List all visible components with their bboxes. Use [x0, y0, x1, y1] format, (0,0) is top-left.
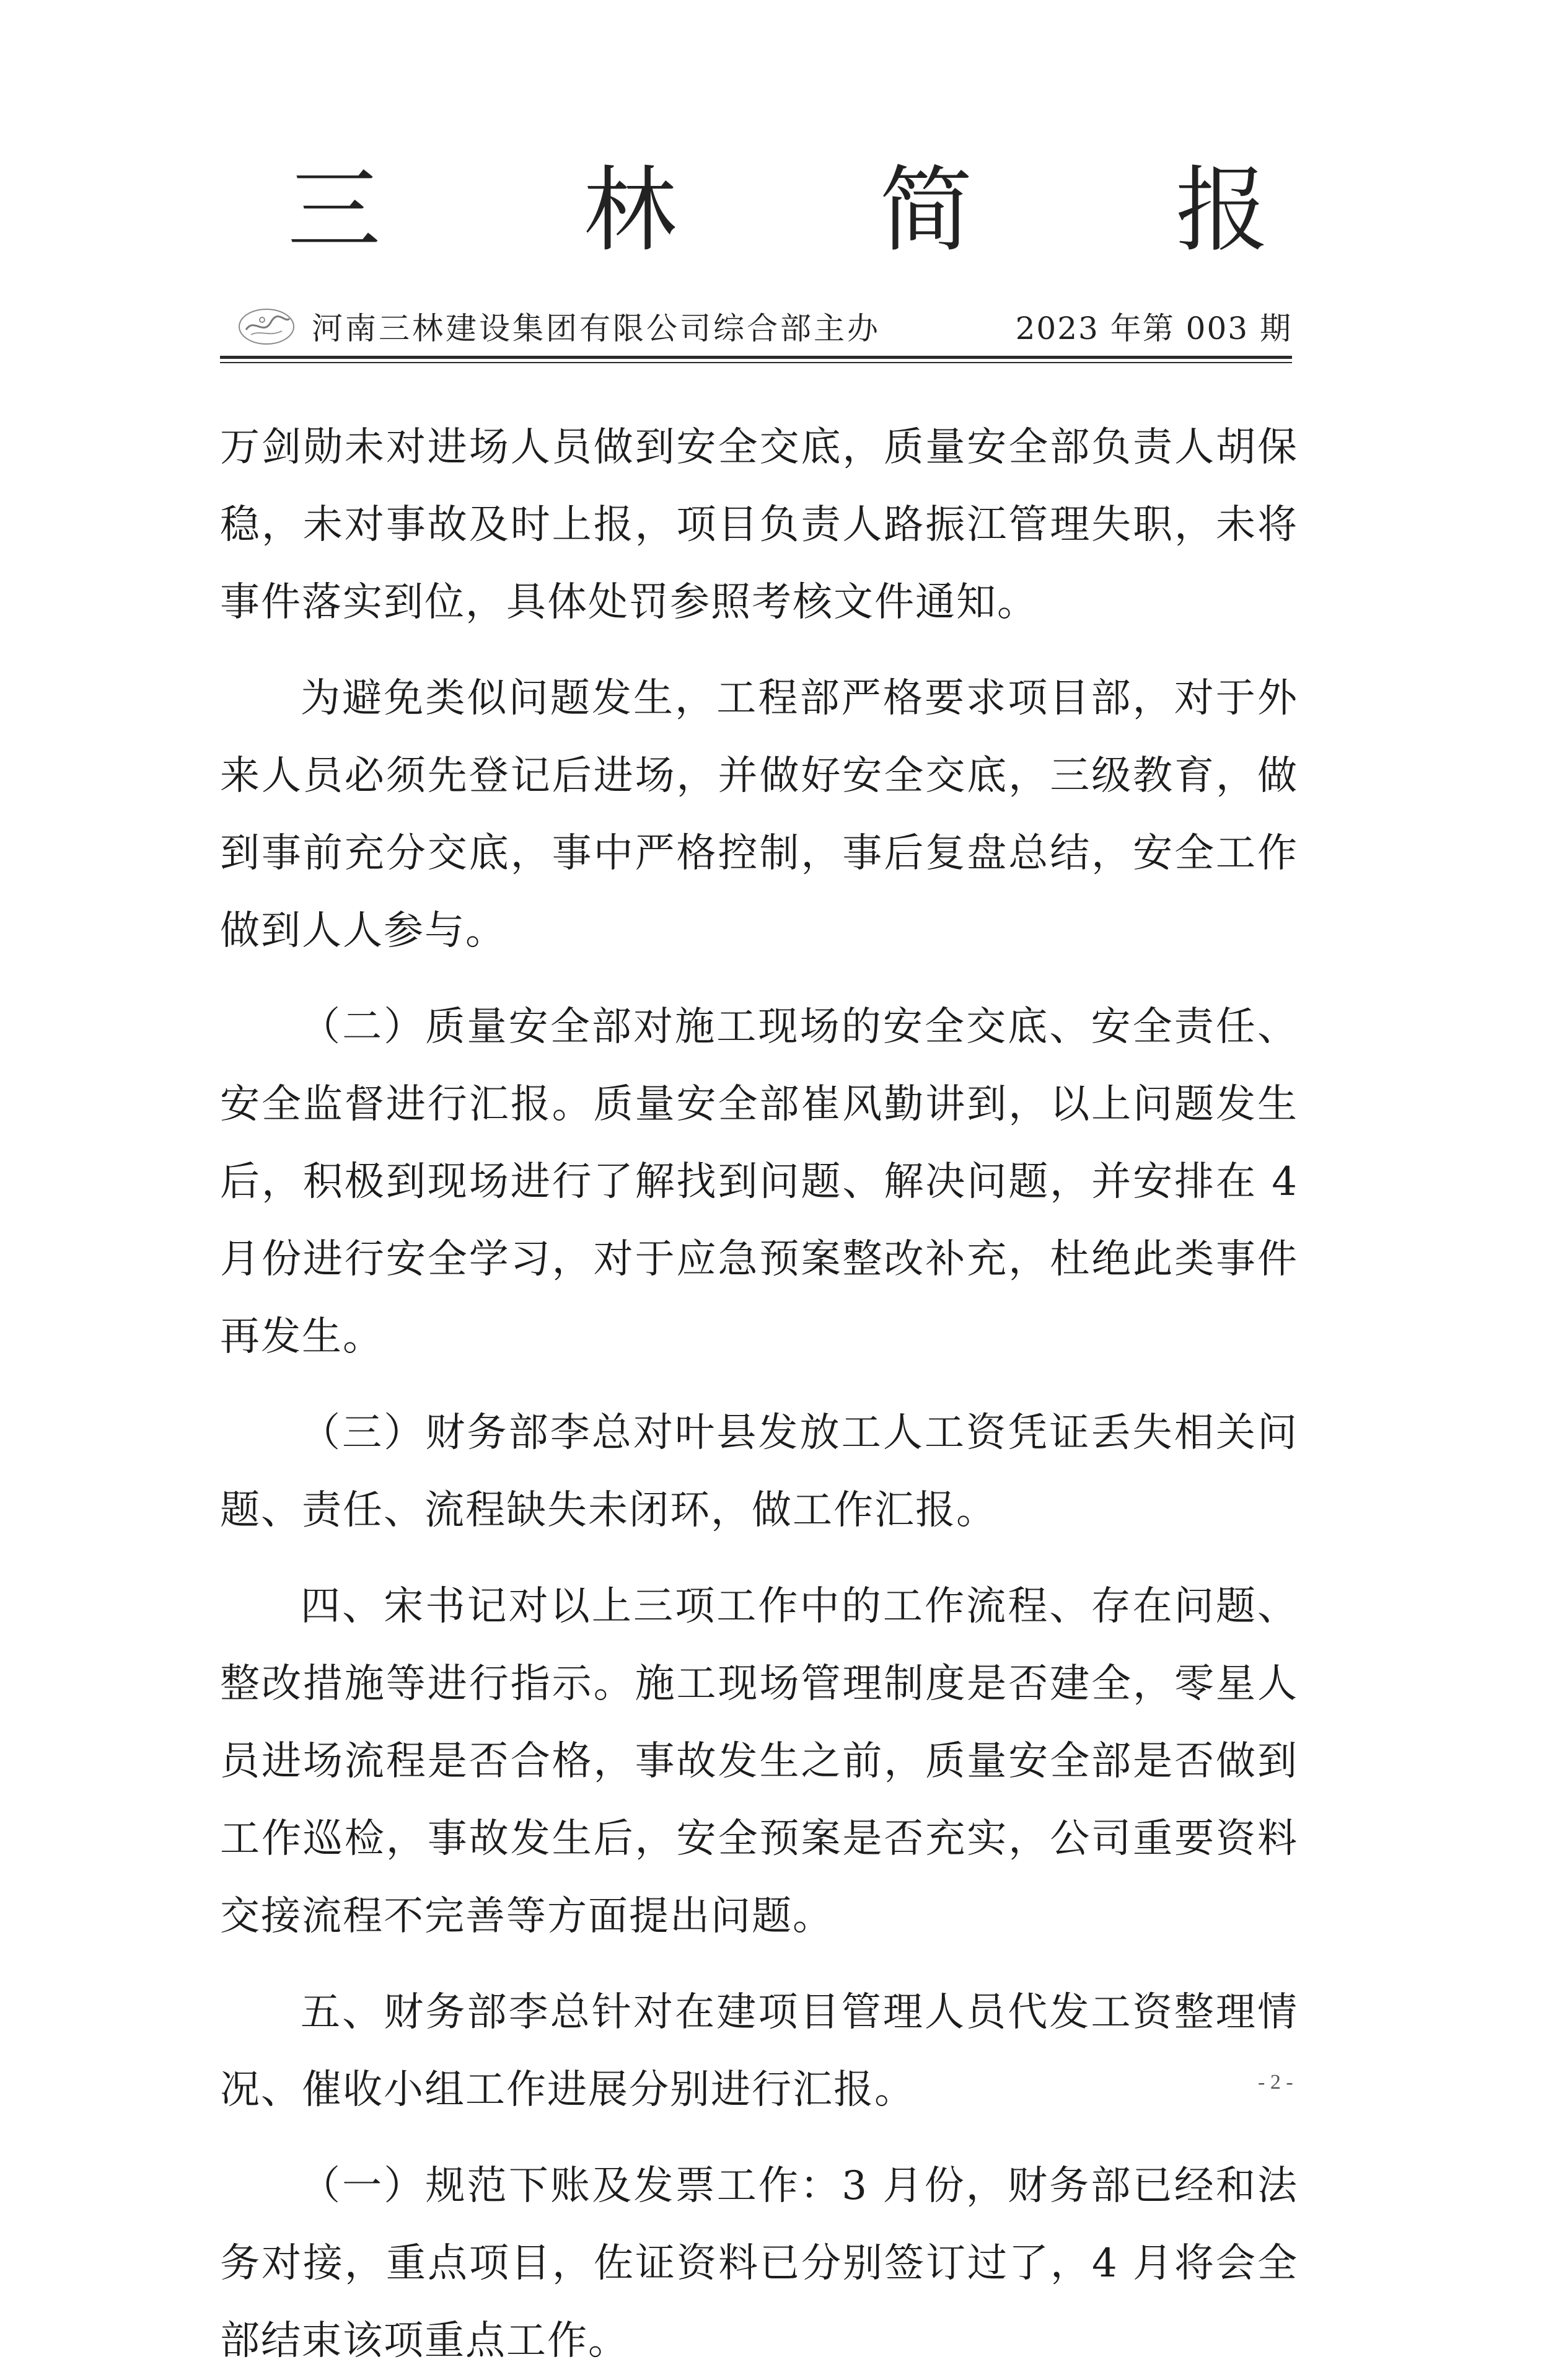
- newsletter-title: 三 林 简 报: [287, 157, 1356, 265]
- paragraph: 五、财务部李总针对在建项目管理人员代发工资整理情况、催收小组工作进展分别进行汇报。: [220, 1990, 1298, 2113]
- paragraph: （一）规范下账及发票工作：3 月份，财务部已经和法务对接，重点项目，佐证资料已分别签订过了，4 月将会全部结束该项重点工作。: [220, 2163, 1298, 2364]
- paragraph: （三）财务部李总对叶县发放工人工资凭证丢失相关问题、责任、流程缺失未闭环，做工作汇报。: [220, 1410, 1298, 1533]
- paragraph: 四、宋书记对以上三项工作中的工作流程、存在问题、整改措施等进行指示。施工现场管理制度是否建全，零星人员进场流程是否合格，事故发生之前，质量安全部是否做到工作巡检，事故发生后，安全预案是否充实，公司重要资料交接流程不完善等方面提出问题。: [220, 1584, 1298, 1939]
- issue-number: 2023 年第 003 期: [1015, 311, 1292, 346]
- sanlin-logo-icon: [232, 305, 301, 348]
- page-number: - 2 -: [1258, 2071, 1293, 2094]
- paragraph: 为避免类似问题发生，工程部严格要求项目部，对于外来人员必须先登记后进场，并做好安全交底，三级教育，做到事前充分交底，事中严格控制，事后复盘总结，安全工作做到人人参与。: [220, 676, 1298, 954]
- header-rule-thin: [220, 362, 1292, 363]
- article-body: [220, 409, 1298, 2380]
- paragraph: 万剑勋未对进场人员做到安全交底，质量安全部负责人胡保稳，未对事故及时上报，项目负责人路振江管理失职，未将事件落实到位，具体处罚参照考核文件通知。: [220, 425, 1298, 625]
- sponsor-line: 河南三林建设集团有限公司综合部主办: [312, 311, 881, 346]
- paragraph: （二）质量安全部对施工现场的安全交底、安全责任、安全监督进行汇报。质量安全部崔风勤讲到，以上问题发生后，积极到现场进行了解找到问题、解决问题，并安排在 4 月份进行安全学习，对于应急预案整改补充，杜绝此类事件再发生。: [220, 1004, 1298, 1360]
- masthead: [220, 304, 1292, 359]
- header-rule-thick: [220, 356, 1292, 359]
